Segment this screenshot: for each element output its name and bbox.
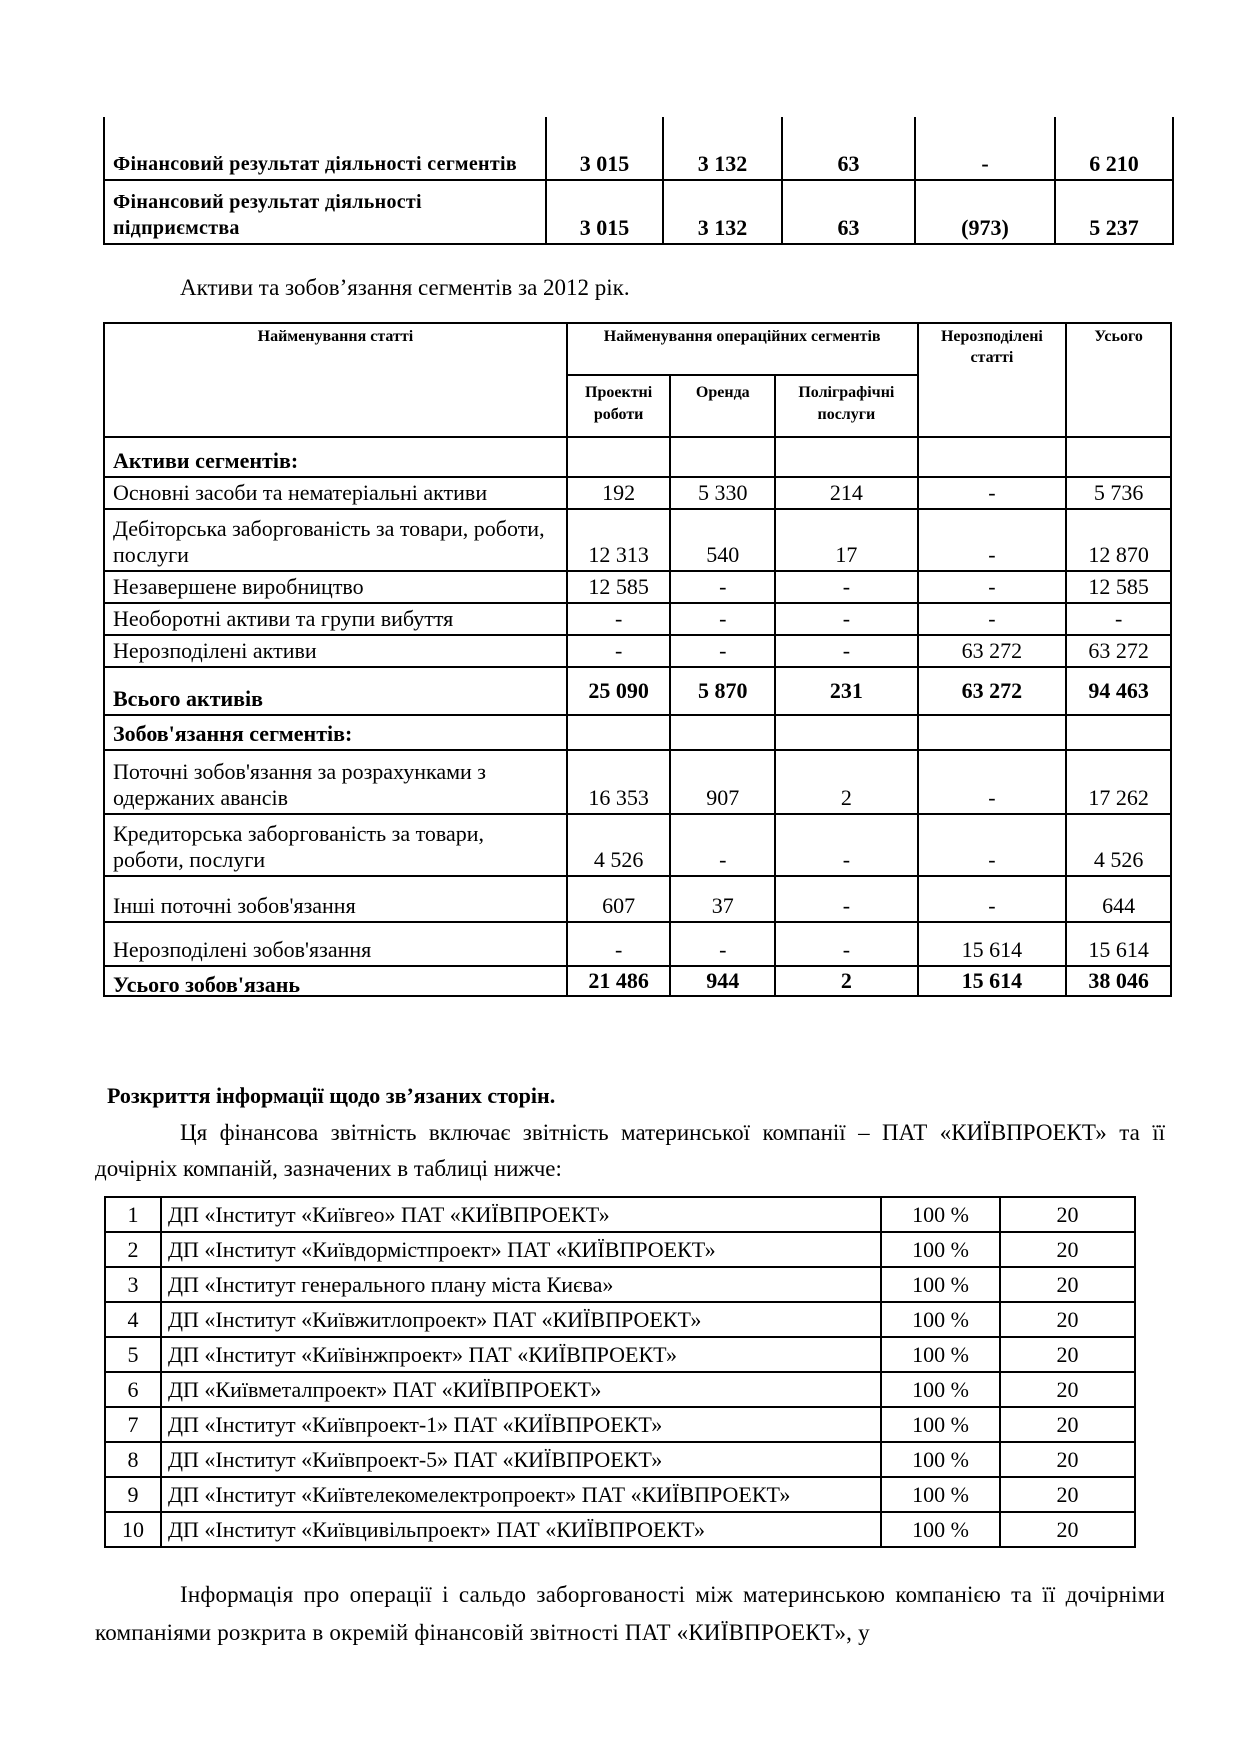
cell: 214: [775, 477, 917, 509]
liabilities-total-label: Усього зобов'язань: [104, 966, 567, 996]
cell: 63 272: [1066, 635, 1171, 667]
cell-name: ДП «Інститут «Київпроект-5» ПАТ «КИЇВПРОЕКТ»: [161, 1442, 881, 1477]
table-row: [105, 1267, 1135, 1302]
row-label: Дебіторська заборгованість за товари, роботи, послуги: [104, 509, 567, 571]
cell: 944: [670, 966, 775, 996]
cell: 6 210: [1055, 117, 1173, 180]
cell-value: 20: [1000, 1302, 1135, 1337]
header-printing: Поліграфічні послуги: [775, 375, 917, 437]
row-label: Основні засоби та нематеріальні активи: [104, 477, 567, 509]
cell-share: 100 %: [881, 1302, 1000, 1337]
table-row: [104, 876, 1171, 922]
cell: 94 463: [1066, 667, 1171, 715]
table-row: [105, 1197, 1135, 1232]
cell-n: 4: [105, 1302, 161, 1337]
cell: -: [567, 603, 671, 635]
cell: 63 272: [918, 667, 1067, 715]
cell-n: 5: [105, 1337, 161, 1372]
cell: -: [918, 603, 1067, 635]
liabilities-heading: Зобов'язання сегментів:: [104, 715, 567, 750]
subsidiaries-table: [104, 1196, 1136, 1548]
table-row: [105, 1407, 1135, 1442]
table-row: [105, 1337, 1135, 1372]
cell: -: [567, 635, 671, 667]
cell: 540: [670, 509, 775, 571]
cell: (973): [915, 180, 1055, 244]
cell: 16 353: [567, 750, 671, 814]
cell: 25 090: [567, 667, 671, 715]
cell-value: 20: [1000, 1372, 1135, 1407]
cell: -: [918, 750, 1067, 814]
cell-value: 20: [1000, 1197, 1135, 1232]
cell: -: [670, 571, 775, 603]
cell: -: [775, 571, 917, 603]
header-design: Проектні роботи: [567, 375, 671, 437]
table-row: [104, 667, 1171, 715]
cell: 5 237: [1055, 180, 1173, 244]
header-rent: Оренда: [670, 375, 775, 437]
table-row: [104, 814, 1171, 876]
cell: 15 614: [918, 922, 1067, 966]
cell: 63: [782, 117, 915, 180]
header-item: Найменування статті: [104, 323, 567, 437]
row-label: Фінансовий результат діяльності сегментів: [104, 117, 546, 180]
cell: 17: [775, 509, 917, 571]
cell-n: 8: [105, 1442, 161, 1477]
cell: -: [915, 117, 1055, 180]
row-label: Поточні зобов'язання за розрахунками з одержаних авансів: [104, 750, 567, 814]
cell-n: 7: [105, 1407, 161, 1442]
cell: -: [670, 603, 775, 635]
cell: 3 132: [663, 117, 782, 180]
cell: 3 015: [546, 180, 663, 244]
table-row: [104, 509, 1171, 571]
cell: 5 736: [1066, 477, 1171, 509]
cell-n: 9: [105, 1477, 161, 1512]
related-parties-intro: Ця фінансова звітність включає звітність материнської компанії – ПАТ «КИЇВПРОЕКТ» та її дочірніх компаній, зазначених в таблиці нижче:: [95, 1120, 1165, 1181]
cell-name: ДП «Київметалпроект» ПАТ «КИЇВПРОЕКТ»: [161, 1372, 881, 1407]
cell-value: 20: [1000, 1232, 1135, 1267]
header-total: Усього: [1066, 323, 1171, 437]
cell: 4 526: [567, 814, 671, 876]
table-row: [104, 750, 1171, 814]
cell: -: [918, 814, 1067, 876]
cell: -: [918, 477, 1067, 509]
cell: 37: [670, 876, 775, 922]
cell-share: 100 %: [881, 1407, 1000, 1442]
cell: 17 262: [1066, 750, 1171, 814]
segments-table: [103, 322, 1172, 997]
row-label: Кредиторська заборгованість за товари, роботи, послуги: [104, 814, 567, 876]
table-row: [104, 477, 1171, 509]
cell: 2: [775, 750, 917, 814]
table-row: [105, 1442, 1135, 1477]
cell: 63 272: [918, 635, 1067, 667]
cell: 3 015: [546, 117, 663, 180]
row-label: Необоротні активи та групи вибуття: [104, 603, 567, 635]
table-row: [104, 922, 1171, 966]
cell-name: ДП «Інститут «Київгео» ПАТ «КИЇВПРОЕКТ»: [161, 1197, 881, 1232]
cell: -: [775, 922, 917, 966]
cell: 12 870: [1066, 509, 1171, 571]
cell-value: 20: [1000, 1267, 1135, 1302]
cell: -: [670, 814, 775, 876]
cell: 15 614: [1066, 922, 1171, 966]
cell-share: 100 %: [881, 1267, 1000, 1302]
cell-share: 100 %: [881, 1372, 1000, 1407]
cell: -: [670, 635, 775, 667]
related-parties-heading: Розкриття інформації щодо зв’язаних сторін.: [107, 1083, 556, 1108]
cell: 15 614: [918, 966, 1067, 996]
cell-value: 20: [1000, 1512, 1135, 1547]
table-row: [105, 1302, 1135, 1337]
cell-name: ДП «Інститут «Київтелекомелектропроект» ПАТ «КИЇВПРОЕКТ»: [161, 1477, 881, 1512]
cell: 21 486: [567, 966, 671, 996]
cell-n: 10: [105, 1512, 161, 1547]
cell: 5 330: [670, 477, 775, 509]
closing-paragraph: Інформація про операції і сальдо заборгованості між материнською компанією та її дочірніми компаніями розкрита в окремій фінансовій звітності ПАТ «КИЇВПРОЕКТ», у: [95, 1582, 1165, 1645]
row-label: Інші поточні зобов'язання: [104, 876, 567, 922]
table-row: [104, 180, 1173, 244]
cell-name: ДП «Інститут «Київпроект-1» ПАТ «КИЇВПРОЕКТ»: [161, 1407, 881, 1442]
header-unallocated: Нерозподілені статті: [918, 323, 1067, 437]
cell-name: ДП «Інститут «Київцивільпроект» ПАТ «КИЇВПРОЕКТ»: [161, 1512, 881, 1547]
table-row: [105, 1512, 1135, 1547]
table-row: [104, 117, 1173, 180]
cell-share: 100 %: [881, 1232, 1000, 1267]
cell: 231: [775, 667, 917, 715]
cell: 12 585: [1066, 571, 1171, 603]
cell-name: ДП «Інститут «Київдормістпроект» ПАТ «КИЇВПРОЕКТ»: [161, 1232, 881, 1267]
table-row: [104, 571, 1171, 603]
row-label: Нерозподілені зобов'язання: [104, 922, 567, 966]
cell: 2: [775, 966, 917, 996]
cell: -: [567, 922, 671, 966]
cell-value: 20: [1000, 1477, 1135, 1512]
table-row: [105, 1232, 1135, 1267]
cell-n: 3: [105, 1267, 161, 1302]
cell: 5 870: [670, 667, 775, 715]
cell-value: 20: [1000, 1442, 1135, 1477]
cell: 12 313: [567, 509, 671, 571]
cell: -: [918, 509, 1067, 571]
table-row: [104, 437, 1171, 477]
cell: -: [670, 922, 775, 966]
cell: 907: [670, 750, 775, 814]
cell-value: 20: [1000, 1337, 1135, 1372]
segments-caption: Активи та зобов’язання сегментів за 2012 рік.: [180, 275, 630, 300]
table-row: [104, 603, 1171, 635]
cell-share: 100 %: [881, 1477, 1000, 1512]
table-row: [104, 635, 1171, 667]
cell-n: 1: [105, 1197, 161, 1232]
cell: -: [1066, 603, 1171, 635]
cell-share: 100 %: [881, 1197, 1000, 1232]
table-row: [104, 715, 1171, 750]
table-row: [105, 1372, 1135, 1407]
cell: -: [775, 814, 917, 876]
cell: 3 132: [663, 180, 782, 244]
cell-share: 100 %: [881, 1442, 1000, 1477]
row-label: Незавершене виробництво: [104, 571, 567, 603]
cell: -: [775, 635, 917, 667]
cell-share: 100 %: [881, 1337, 1000, 1372]
cell: -: [775, 876, 917, 922]
cell: 644: [1066, 876, 1171, 922]
table-row: [105, 1477, 1135, 1512]
cell: -: [918, 876, 1067, 922]
cell: 63: [782, 180, 915, 244]
cell: -: [775, 603, 917, 635]
row-label: Нерозподілені активи: [104, 635, 567, 667]
row-label: Фінансовий результат діяльності підприємства: [104, 180, 546, 244]
cell-n: 6: [105, 1372, 161, 1407]
cell: 192: [567, 477, 671, 509]
cell: 607: [567, 876, 671, 922]
cell-name: ДП «Інститут «Київжитлопроект» ПАТ «КИЇВПРОЕКТ»: [161, 1302, 881, 1337]
table-row: [104, 966, 1171, 996]
financial-result-table: [103, 117, 1174, 245]
cell-name: ДП «Інститут генерального плану міста Києва»: [161, 1267, 881, 1302]
cell-share: 100 %: [881, 1512, 1000, 1547]
cell: 4 526: [1066, 814, 1171, 876]
header-operating: Найменування операційних сегментів: [567, 323, 918, 375]
cell-n: 2: [105, 1232, 161, 1267]
cell: 12 585: [567, 571, 671, 603]
cell-value: 20: [1000, 1407, 1135, 1442]
cell-name: ДП «Інститут «Київінжпроект» ПАТ «КИЇВПРОЕКТ»: [161, 1337, 881, 1372]
assets-total-label: Всього активів: [104, 667, 567, 715]
assets-heading: Активи сегментів:: [104, 437, 567, 477]
cell: -: [918, 571, 1067, 603]
cell: 38 046: [1066, 966, 1171, 996]
